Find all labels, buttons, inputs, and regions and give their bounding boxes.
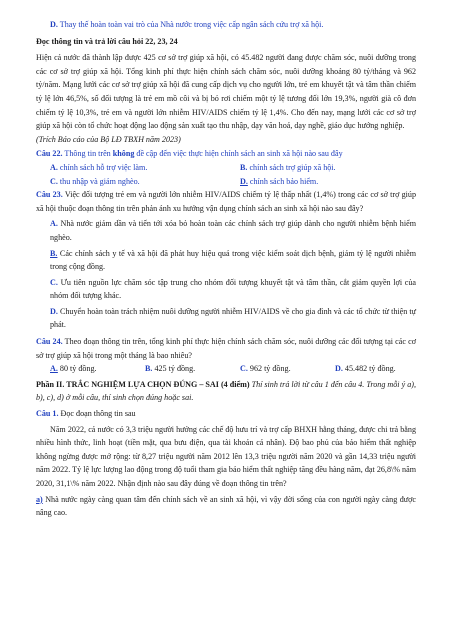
top-option xyxy=(36,18,416,32)
option-letter: D. xyxy=(50,20,58,29)
question-emphasis: không xyxy=(112,149,135,159)
option-b[interactable]: B. 425 tỷ đồng. xyxy=(145,364,196,374)
option-b[interactable]: B. chính sách trợ giúp xã hội. xyxy=(240,162,336,172)
option-a[interactable]: A. chính sách hỗ trợ việc làm. xyxy=(50,162,148,172)
question-label: Câu 23. xyxy=(36,190,63,200)
question-22: Câu 22. Thông tin trên không đề cập đến việc thực hiện chính sách an sinh xã hội nào sau đây xyxy=(36,149,343,159)
options-row xyxy=(36,175,416,189)
question-24: Câu 24. Theo đoạn thông tin trên, tổng kinh phí thực hiện chính sách chăm sóc, nuôi dưỡng các đối tượng tại các cơ sở trợ giúp xã hội trong một tháng là bao nhiêu? xyxy=(36,337,416,360)
question-label: Câu 24. xyxy=(36,337,63,347)
passage-text: Hiện cả nước đã thành lập được 425 cơ sở trợ giúp xã hội, có 45.482 người đang được chăm sóc, nuôi dưỡng trong các cơ sở trợ giúp xã hội. Tổng kinh phí thực hiện chính sách chăm sóc, nuôi dưỡng khoảng 80 tỷ/tháng và 962 tỷ/năm. Mạng lưới các cơ sở trợ giúp xã hội đã cung cấp dịch vụ cho người lớn, trẻ em khuyết tật và tâm thần chiếm tỷ lệ lớn 46,5%, số đối tượng là trẻ em mồ côi và bị bỏ rơi chiếm một tỷ lệ tương đối lớn 19,3%, người già cô đơn chiếm tỷ lệ 10,3%, trẻ em và người lớn nhiễm HIV/AIDS chiếm tỷ lệ 1,4%. Cho đến nay, mạng lưới các cơ sở trợ giúp xã hội còn tổ chức hoạt động lao động sản xuất tạo thu nhập, dạy văn hoá, dạy nghề, giáo dục hướng nghiệp. xyxy=(36,53,416,131)
question-23: Câu 23. Việc đối tượng trẻ em và người lớn nhiễm HIV/AIDS chiếm tỷ lệ thấp nhất (1,4%) trong các cơ sở trợ giúp xã hội thuộc đoạn thông tin trên phản ánh xu hướng vận dụng chính sách an sinh xã hội nào sau đây? xyxy=(36,190,416,213)
option-c[interactable]: C. Ưu tiên nguồn lực chăm sóc tập trung cho nhóm đối tượng khuyết tật và tâm thần, cắt giảm quyền lợi của nhóm đối tượng khác. xyxy=(50,277,416,301)
question-label: Câu 22. xyxy=(36,149,63,159)
part-2-heading xyxy=(36,378,416,405)
options-row xyxy=(36,362,416,376)
option-d[interactable]: D. Chuyển hoàn toàn trách nhiệm nuôi dưỡng người nhiễm HIV/AIDS về cho gia đình và các tổ chức từ thiện tự phát. xyxy=(50,306,416,330)
option-b[interactable]: B. Các chính sách y tế và xã hội đã phát huy hiệu quả trong việc kiểm soát dịch bệnh, giảm tỷ lệ người nhiễm trong cộng đồng. xyxy=(50,248,416,272)
option-text: Thay thế hoàn toàn vai trò của Nhà nước trong việc cấp ngân sách cứu trợ xã hội. xyxy=(57,20,324,29)
options-row xyxy=(36,161,416,175)
option-a[interactable]: A. 80 tỷ đồng. xyxy=(50,364,97,374)
c1-passage: Năm 2022, cả nước có 3,3 triệu người hưởng các chế độ hưu trí và trợ cấp BHXH hằng tháng, được chi trả bằng nhiều hình thức, linh hoạt (tiền mặt, qua bưu điện, qua tài khoản cá nhân). Độ bao phủ của bảo hiểm thất nghiệp không ngừng được mở rộng: từ 8,27 triệu người năm 2012 lên 13,3 triệu người năm 2020 và gần 14,33 triệu người năm 2022. Tỷ lệ lực lượng lao động trong độ tuổi tham gia bảo hiểm thất nghiệp tăng đều hàng năm, đạt 26,8\% năm 2020, 31,1\% năm 2022. Nhận định nào sau đây đúng về đoạn thông tin trên? xyxy=(36,424,416,488)
passage-source: (Trích Báo cáo của Bộ LĐ TBXH năm 2023) xyxy=(36,134,181,144)
option-c[interactable]: C. thu nhập và giảm nghèo. xyxy=(50,176,140,186)
part-instruction: Thí sinh trả lời từ câu 1 đến câu 4. Trong mỗi ý a), b), c), d) ở mỗi câu, thí sinh chọn đúng hoặc sai. xyxy=(36,379,416,403)
c1-option-a[interactable]: a) Nhà nước ngày càng quan tâm đến chính sách về an sinh xã hội, vì vậy đời sống của con người ngày càng được nâng cao. xyxy=(36,494,416,518)
question-label: Câu 1. xyxy=(36,409,59,419)
option-a[interactable]: A. Nhà nước giảm dần và tiến tới xóa bỏ hoàn toàn các chính sách trợ giúp dành cho người nhiễm bệnh hiểm nghèo. xyxy=(50,219,416,242)
option-c[interactable]: C. 962 tỷ đồng. xyxy=(240,364,291,374)
option-d[interactable]: D. 45.482 tỷ đồng. xyxy=(335,364,396,374)
question-c1: Câu 1. Đọc đoạn thông tin sau xyxy=(36,409,136,419)
option-d[interactable]: D. chính sách bảo hiểm. xyxy=(240,176,319,186)
part-title: Phần II. TRẮC NGHIỆM LỰA CHỌN ĐÚNG – SAI (4 điểm) xyxy=(36,379,250,389)
section-heading: Đọc thông tin và trả lời câu hỏi 22, 23, 24 xyxy=(36,36,178,46)
